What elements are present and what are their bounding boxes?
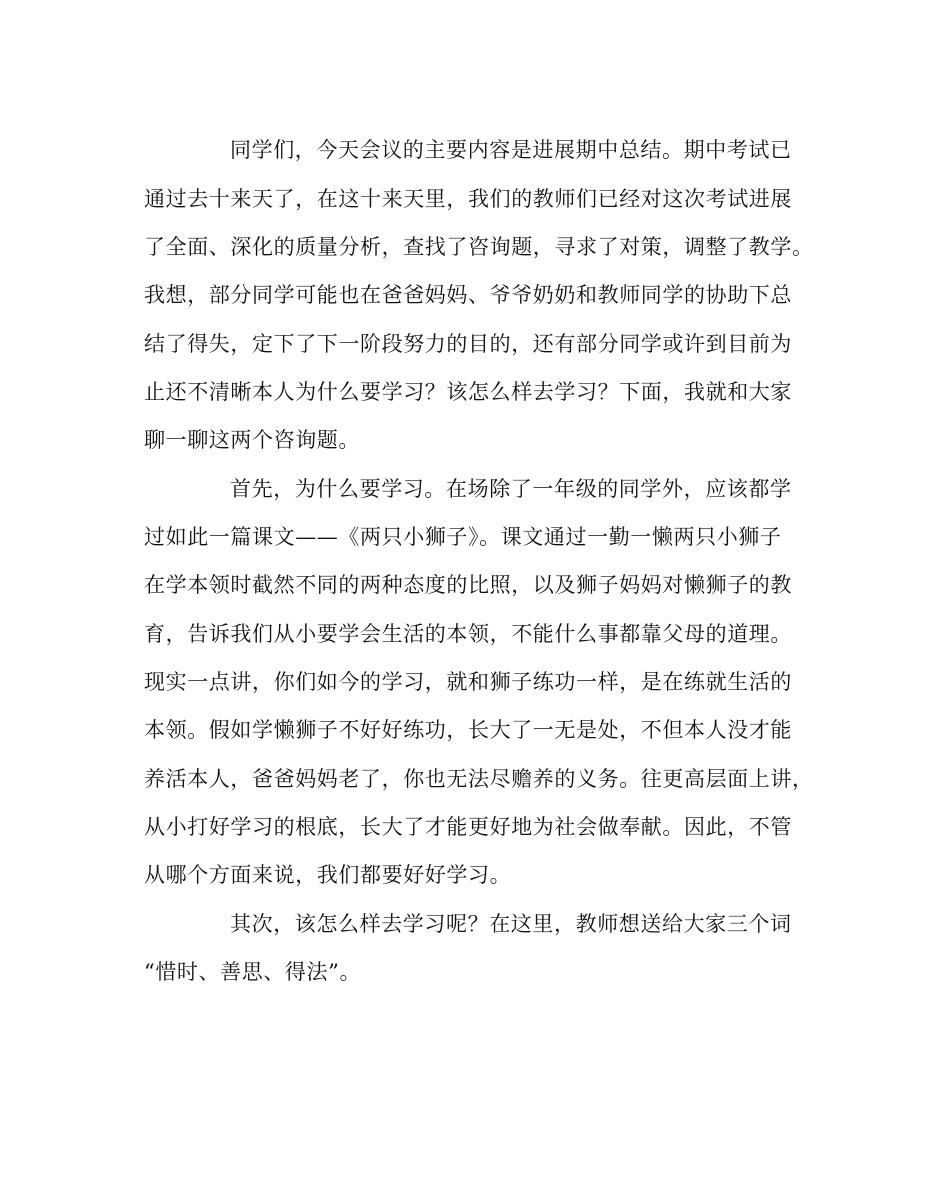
paragraph-1-line-7: 聊一聊这两个咨询题。 — [144, 428, 360, 452]
paragraph-2-line-6: 本领。假如学懒狮子不好好练功，长大了一无是处，不但本人没才能 — [144, 718, 792, 742]
paragraph-2-line-1: 首先，为什么要学习。在场除了一年级的同学外，应该都学 — [230, 477, 792, 501]
paragraph-2-line-9: 从哪个方面来说，我们都要好好学习。 — [144, 863, 512, 887]
paragraph-2-line-5: 现实一点讲，你们如今的学习，就和狮子练功一样，是在练就生活的 — [144, 670, 792, 694]
paragraph-1-line-6: 止还不清晰本人为什么要学习？该怎么样去学习？下面，我就和大家 — [144, 380, 792, 404]
paragraph-2-line-3: 在学本领时截然不同的两种态度的比照，以及狮子妈妈对懒狮子的教 — [144, 573, 792, 597]
paragraph-1-line-3: 了全面、深化的质量分析，查找了咨询题，寻求了对策，调整了教学。 — [144, 235, 814, 259]
paragraph-1-line-1: 同学们，今天会议的主要内容是进展期中总结。期中考试已 — [230, 138, 792, 162]
paragraph-1-line-2: 通过去十来天了，在这十来天里，我们的教师们已经对这次考试进展 — [144, 187, 792, 211]
paragraph-2-line-2: 过如此一篇课文——《两只小狮子》。课文通过一勤一懒两只小狮子 — [144, 525, 782, 549]
paragraph-3-line-1: 其次，该怎么样去学习呢？在这里，教师想送给大家三个词 — [230, 912, 792, 936]
paragraph-3-line-2: “惜时、善思、得法”。 — [144, 960, 362, 984]
paragraph-1-line-5: 结了得失，定下了下一阶段努力的目的，还有部分同学或许到目前为 — [144, 332, 792, 356]
paragraph-2-line-8: 从小打好学习的根底，长大了才能更好地为社会做奉献。因此，不管 — [144, 815, 792, 839]
paragraph-2-line-4: 育，告诉我们从小要学会生活的本领，不能什么事都靠父母的道理。 — [144, 622, 792, 646]
paragraph-1-line-4: 我想，部分同学可能也在爸爸妈妈、爷爷奶奶和教师同学的协助下总 — [144, 283, 792, 307]
paragraph-2-line-7: 养活本人，爸爸妈妈老了，你也无法尽赡养的义务。往更高层面上讲， — [144, 767, 814, 791]
